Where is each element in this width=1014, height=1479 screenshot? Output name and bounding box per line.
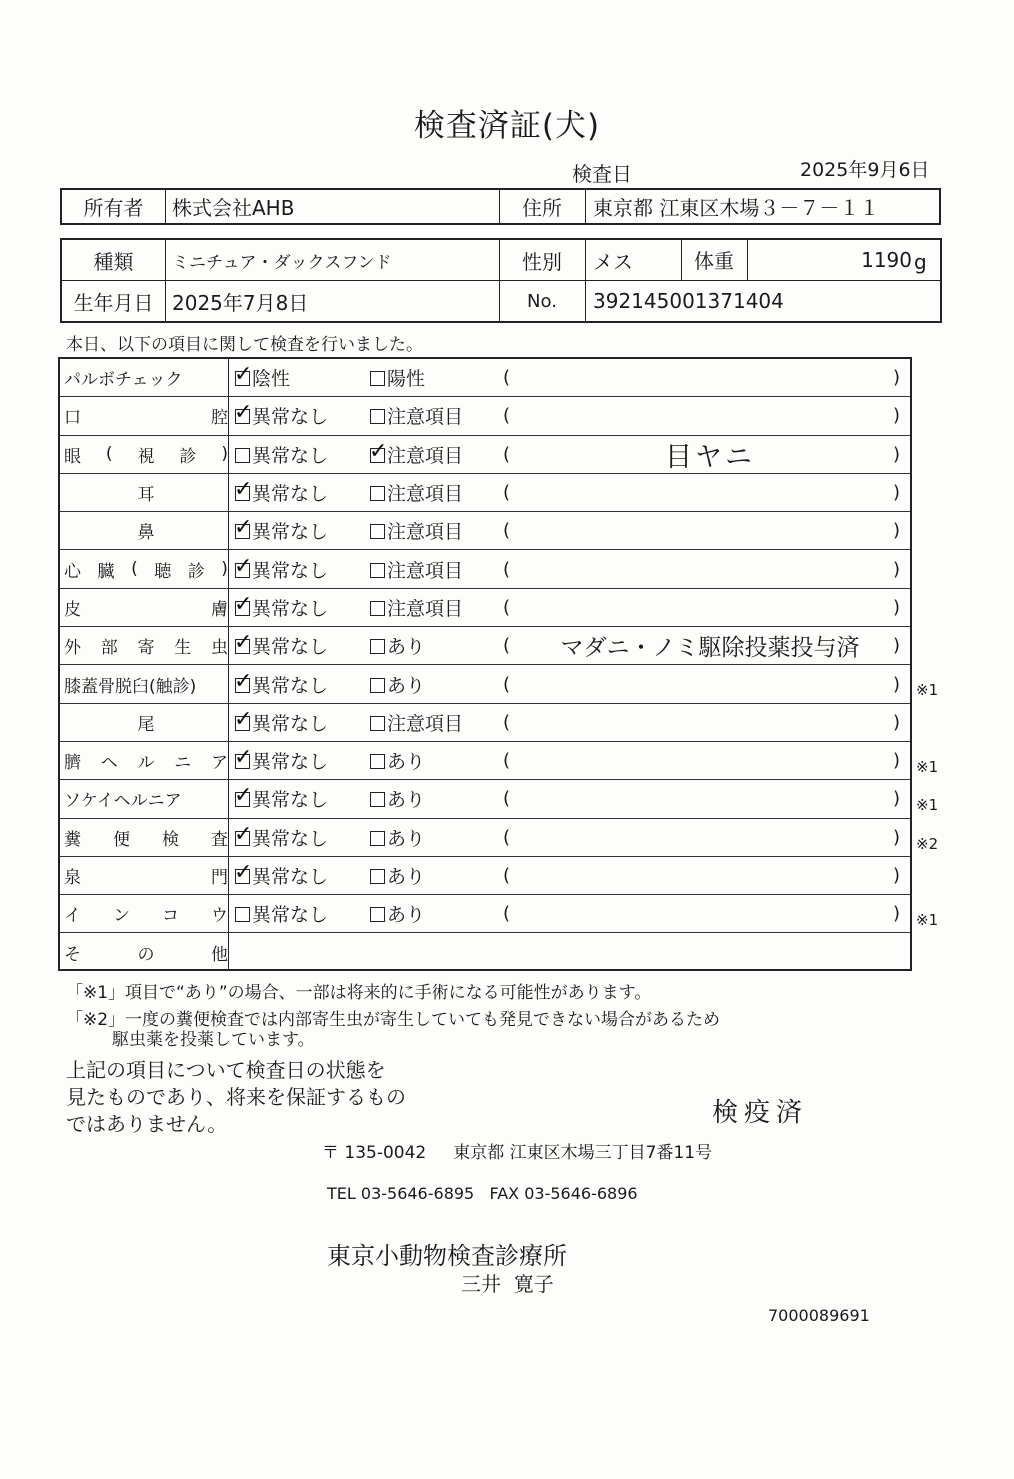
disclaimer bbox=[66, 1057, 406, 1138]
item-note bbox=[530, 895, 890, 932]
check-mark-icon: ✓ bbox=[234, 668, 253, 694]
paren-close: ) bbox=[893, 903, 901, 925]
option-normal bbox=[235, 819, 328, 856]
address-value: 東京都 江東区木場３－７－１１ bbox=[593, 196, 880, 220]
clinic-name: 東京小動物検査診療所 bbox=[327, 1242, 567, 1270]
checklist-table bbox=[58, 357, 912, 971]
item-note bbox=[530, 551, 890, 588]
checkbox[interactable] bbox=[370, 792, 385, 807]
option-label: 異常なし bbox=[252, 444, 329, 467]
checklist-row bbox=[60, 742, 910, 780]
option-normal bbox=[235, 474, 328, 511]
option-abnormal bbox=[370, 665, 425, 702]
option-normal bbox=[235, 895, 328, 932]
exam-date-label: 検査日 bbox=[572, 162, 632, 186]
option-label: あり bbox=[387, 789, 426, 812]
checkbox[interactable] bbox=[369, 438, 388, 464]
no-value: 392145001371404 bbox=[593, 289, 784, 313]
item-note bbox=[530, 359, 890, 396]
option-abnormal bbox=[370, 589, 463, 626]
clinic-tel-fax: TEL 03-5646-6895 FAX 03-5646-6896 bbox=[327, 1184, 638, 1203]
checklist-row bbox=[60, 780, 910, 818]
checkbox[interactable] bbox=[370, 486, 385, 501]
checkbox[interactable] bbox=[234, 783, 253, 809]
paren-open: ( bbox=[503, 443, 511, 465]
checkbox[interactable] bbox=[370, 869, 385, 884]
owner-label: 所有者 bbox=[83, 196, 144, 220]
checkbox[interactable] bbox=[234, 400, 253, 426]
checklist-row bbox=[60, 627, 910, 665]
clinic-address: 〒 135-0042 東京都 江東区木場三丁目7番11号 bbox=[322, 1143, 713, 1163]
footnote-marker: ※1 bbox=[916, 911, 939, 930]
checkbox[interactable] bbox=[234, 860, 253, 886]
option-abnormal bbox=[370, 857, 425, 894]
no-label: No. bbox=[527, 290, 557, 312]
item-note bbox=[530, 589, 890, 626]
paren-open: ( bbox=[503, 405, 511, 427]
vet-name: 三井 寛子 bbox=[461, 1272, 554, 1296]
option-abnormal bbox=[370, 436, 463, 473]
checkbox[interactable] bbox=[370, 716, 385, 731]
item-note bbox=[530, 819, 890, 856]
paren-close: ) bbox=[893, 826, 901, 848]
sex-value: メス bbox=[593, 249, 633, 274]
option-label: 陽性 bbox=[387, 368, 426, 391]
owner-value: 株式会社AHB bbox=[172, 196, 295, 220]
option-normal bbox=[235, 359, 290, 396]
dob-label: 生年月日 bbox=[73, 290, 154, 315]
checklist-row bbox=[60, 895, 910, 933]
paren-close: ) bbox=[893, 405, 901, 427]
checklist-item-label: 泉 門 bbox=[64, 868, 228, 889]
checklist-row bbox=[60, 819, 910, 857]
checkbox[interactable] bbox=[370, 409, 385, 424]
exam-date-value: 2025年9月6日 bbox=[800, 159, 930, 181]
disclaimer-line-3: ではありません。 bbox=[66, 1112, 228, 1136]
owner-box bbox=[60, 188, 941, 225]
footnote-marker: ※1 bbox=[916, 758, 939, 776]
breed-value: ミニチュア・ダックスフンド bbox=[172, 252, 392, 273]
option-label: 異常なし bbox=[252, 751, 329, 774]
checklist-item-label: パルボチェック bbox=[64, 370, 183, 391]
option-abnormal bbox=[370, 359, 425, 396]
option-abnormal bbox=[370, 551, 463, 588]
option-abnormal bbox=[370, 819, 425, 856]
checkbox[interactable] bbox=[370, 907, 385, 922]
option-label: あり bbox=[387, 827, 426, 850]
checklist-item-label: そ の 他 bbox=[64, 945, 228, 966]
option-label: 異常なし bbox=[252, 904, 329, 927]
checkbox[interactable] bbox=[370, 371, 385, 386]
checkbox[interactable] bbox=[370, 639, 385, 654]
paren-close: ) bbox=[893, 596, 901, 618]
animal-box bbox=[60, 238, 942, 323]
check-mark-icon: ✓ bbox=[234, 515, 253, 541]
option-label: あり bbox=[387, 904, 426, 927]
checkbox[interactable] bbox=[234, 515, 253, 541]
checklist-row bbox=[60, 589, 910, 627]
disclaimer-line-1: 上記の項目について検査日の状態を bbox=[66, 1058, 386, 1082]
option-normal bbox=[235, 665, 328, 702]
option-label: 異常なし bbox=[252, 674, 329, 697]
checkbox[interactable] bbox=[235, 907, 250, 922]
checklist-row bbox=[60, 704, 910, 742]
page-title: 検査済証(犬) bbox=[413, 108, 601, 144]
check-mark-icon: ✓ bbox=[369, 438, 388, 464]
checklist-item-label: 糞 便 検 査 bbox=[64, 829, 228, 850]
footnote-marker: ※2 bbox=[916, 834, 939, 853]
weight-label: 体重 bbox=[694, 248, 734, 273]
checklist-item-label: 臍 ヘ ル ニ ア bbox=[64, 753, 228, 774]
option-label: 異常なし bbox=[252, 521, 329, 544]
option-label: 注意項目 bbox=[387, 521, 464, 544]
option-normal bbox=[235, 742, 328, 779]
item-note bbox=[530, 665, 890, 702]
paren-open: ( bbox=[503, 367, 511, 389]
paren-open: ( bbox=[503, 635, 511, 657]
option-normal bbox=[235, 627, 328, 664]
option-normal bbox=[235, 436, 328, 473]
check-mark-icon: ✓ bbox=[234, 400, 253, 426]
check-mark-icon: ✓ bbox=[234, 745, 253, 771]
paren-open: ( bbox=[503, 711, 511, 733]
option-abnormal bbox=[370, 512, 463, 549]
option-label: あり bbox=[387, 866, 426, 889]
paren-close: ) bbox=[893, 482, 901, 504]
address-label: 住所 bbox=[522, 196, 562, 220]
paren-open: ( bbox=[503, 750, 511, 772]
option-label: 異常なし bbox=[252, 636, 329, 659]
check-mark-icon: ✓ bbox=[234, 553, 253, 579]
paren-close: ) bbox=[893, 558, 901, 580]
paren-close: ) bbox=[893, 711, 901, 733]
checklist-item-label: 口 腔 bbox=[64, 408, 228, 429]
paren-close: ) bbox=[893, 443, 901, 465]
option-abnormal bbox=[370, 895, 425, 932]
check-mark-icon: ✓ bbox=[234, 630, 253, 656]
dob-value: 2025年7月8日 bbox=[172, 290, 309, 315]
option-label: 異常なし bbox=[252, 866, 329, 889]
option-label: あり bbox=[387, 636, 426, 659]
weight-value: 1190 bbox=[861, 248, 912, 272]
check-mark-icon: ✓ bbox=[234, 783, 253, 809]
paren-close: ) bbox=[893, 520, 901, 542]
checkbox[interactable] bbox=[234, 591, 253, 617]
checkbox[interactable] bbox=[234, 553, 253, 579]
checklist-item-label: 尾 bbox=[137, 714, 155, 735]
disclaimer-line-2: 見たものであり、将来を保証するもの bbox=[66, 1085, 406, 1109]
checkbox[interactable] bbox=[234, 477, 253, 503]
paren-open: ( bbox=[503, 826, 511, 848]
option-label: 異常なし bbox=[252, 406, 329, 429]
option-label: 注意項目 bbox=[387, 406, 464, 429]
checklist-row bbox=[60, 436, 910, 474]
option-label: 異常なし bbox=[252, 559, 329, 582]
item-note bbox=[530, 857, 890, 894]
checklist-row bbox=[60, 512, 910, 550]
paren-open: ( bbox=[503, 673, 511, 695]
checkbox[interactable] bbox=[235, 448, 250, 463]
checklist-row bbox=[60, 934, 910, 972]
sex-label: 性別 bbox=[522, 249, 562, 274]
option-label: あり bbox=[387, 751, 426, 774]
checklist-item-label: 鼻 bbox=[137, 523, 155, 544]
paren-close: ) bbox=[893, 750, 901, 772]
option-label: 注意項目 bbox=[387, 559, 464, 582]
option-abnormal bbox=[370, 627, 425, 664]
weight-unit: g bbox=[914, 250, 927, 274]
checklist-item-label: 膝蓋骨脱臼(触診) bbox=[64, 676, 197, 697]
checklist-row bbox=[60, 397, 910, 435]
checkbox[interactable] bbox=[370, 524, 385, 539]
quarantine-stamp: 検疫済 bbox=[712, 1098, 809, 1128]
footnote-marker: ※1 bbox=[916, 681, 939, 700]
option-label: 異常なし bbox=[252, 597, 329, 620]
check-mark-icon: ✓ bbox=[234, 591, 253, 617]
paren-open: ( bbox=[503, 788, 511, 810]
option-abnormal bbox=[370, 474, 463, 511]
document-code: 7000089691 bbox=[768, 1306, 870, 1325]
paren-open: ( bbox=[503, 596, 511, 618]
paren-open: ( bbox=[503, 558, 511, 580]
option-label: 異常なし bbox=[252, 827, 329, 850]
exam-notice: 本日、以下の項目に関して検査を行いました。 bbox=[66, 335, 423, 355]
option-abnormal bbox=[370, 704, 463, 741]
option-abnormal bbox=[370, 780, 425, 817]
option-abnormal bbox=[370, 742, 425, 779]
paren-open: ( bbox=[503, 865, 511, 887]
option-label: 注意項目 bbox=[387, 712, 464, 735]
option-normal bbox=[235, 857, 328, 894]
option-label: 注意項目 bbox=[387, 597, 464, 620]
item-note bbox=[530, 704, 890, 741]
paren-close: ) bbox=[893, 367, 901, 389]
option-label: 注意項目 bbox=[387, 444, 464, 467]
checklist-item-label: ソケイヘルニア bbox=[64, 791, 182, 812]
option-abnormal bbox=[370, 397, 463, 434]
checklist-item-label: 外 部 寄 生 虫 bbox=[64, 638, 228, 659]
paren-open: ( bbox=[503, 482, 511, 504]
option-normal bbox=[235, 780, 328, 817]
item-note: マダニ・ノミ駆除投薬投与済 bbox=[560, 635, 860, 662]
check-mark-icon: ✓ bbox=[234, 362, 253, 388]
footnote-1: 「※1」項目で“あり”の場合、一部は将来的に手術になる可能性があります。 bbox=[66, 983, 652, 1003]
paren-open: ( bbox=[503, 903, 511, 925]
option-label: 異常なし bbox=[252, 712, 329, 735]
checkbox[interactable] bbox=[234, 821, 253, 847]
checkbox[interactable] bbox=[234, 668, 253, 694]
check-mark-icon: ✓ bbox=[234, 477, 253, 503]
item-note bbox=[530, 474, 890, 511]
checkbox[interactable] bbox=[234, 706, 253, 732]
option-normal bbox=[235, 551, 328, 588]
option-label: 異常なし bbox=[252, 789, 329, 812]
option-normal bbox=[235, 589, 328, 626]
checklist-row bbox=[60, 551, 910, 589]
option-normal bbox=[235, 704, 328, 741]
checklist-row bbox=[60, 474, 910, 512]
option-normal bbox=[235, 512, 328, 549]
check-mark-icon: ✓ bbox=[234, 706, 253, 732]
paren-close: ) bbox=[893, 635, 901, 657]
checklist-item-label: 心 臓 ( 聴 診 ) bbox=[64, 559, 228, 582]
footnote-2-cont: 駆虫薬を投薬しています。 bbox=[112, 1030, 315, 1050]
checkbox[interactable] bbox=[234, 362, 253, 388]
checklist-row bbox=[60, 359, 910, 397]
checklist-item-label: 耳 bbox=[137, 485, 155, 506]
checkbox[interactable] bbox=[370, 831, 385, 846]
checklist-item-label: 眼 ( 視 診 ) bbox=[64, 444, 228, 467]
check-mark-icon: ✓ bbox=[234, 860, 253, 886]
option-normal bbox=[235, 397, 328, 434]
item-note bbox=[530, 397, 890, 434]
option-label: 注意項目 bbox=[387, 483, 464, 506]
checklist-row bbox=[60, 857, 910, 895]
check-mark-icon: ✓ bbox=[234, 821, 253, 847]
checklist-row bbox=[60, 665, 910, 703]
checkbox[interactable] bbox=[370, 601, 385, 616]
checklist-item-label: イ ン コ ウ bbox=[64, 906, 228, 927]
item-note bbox=[530, 780, 890, 817]
option-label: あり bbox=[387, 674, 426, 697]
item-note bbox=[530, 742, 890, 779]
option-label: 陰性 bbox=[252, 368, 291, 391]
breed-label: 種類 bbox=[93, 249, 134, 274]
checkbox[interactable] bbox=[370, 563, 385, 578]
paren-close: ) bbox=[893, 865, 901, 887]
item-note: 目ヤニ bbox=[665, 441, 755, 473]
checkbox[interactable] bbox=[234, 630, 253, 656]
footnote-2: 「※2」一度の糞便検査では内部寄生虫が寄生していても発見できない場合があるため bbox=[66, 1010, 721, 1030]
footnote-marker: ※1 bbox=[916, 796, 939, 815]
checkbox[interactable] bbox=[234, 745, 253, 771]
item-note bbox=[530, 512, 890, 549]
paren-open: ( bbox=[503, 520, 511, 542]
paren-close: ) bbox=[893, 673, 901, 695]
checkbox[interactable] bbox=[370, 678, 385, 693]
checkbox[interactable] bbox=[370, 754, 385, 769]
checklist-item-label: 皮 膚 bbox=[64, 599, 228, 620]
paren-close: ) bbox=[893, 788, 901, 810]
option-label: 異常なし bbox=[252, 483, 329, 506]
